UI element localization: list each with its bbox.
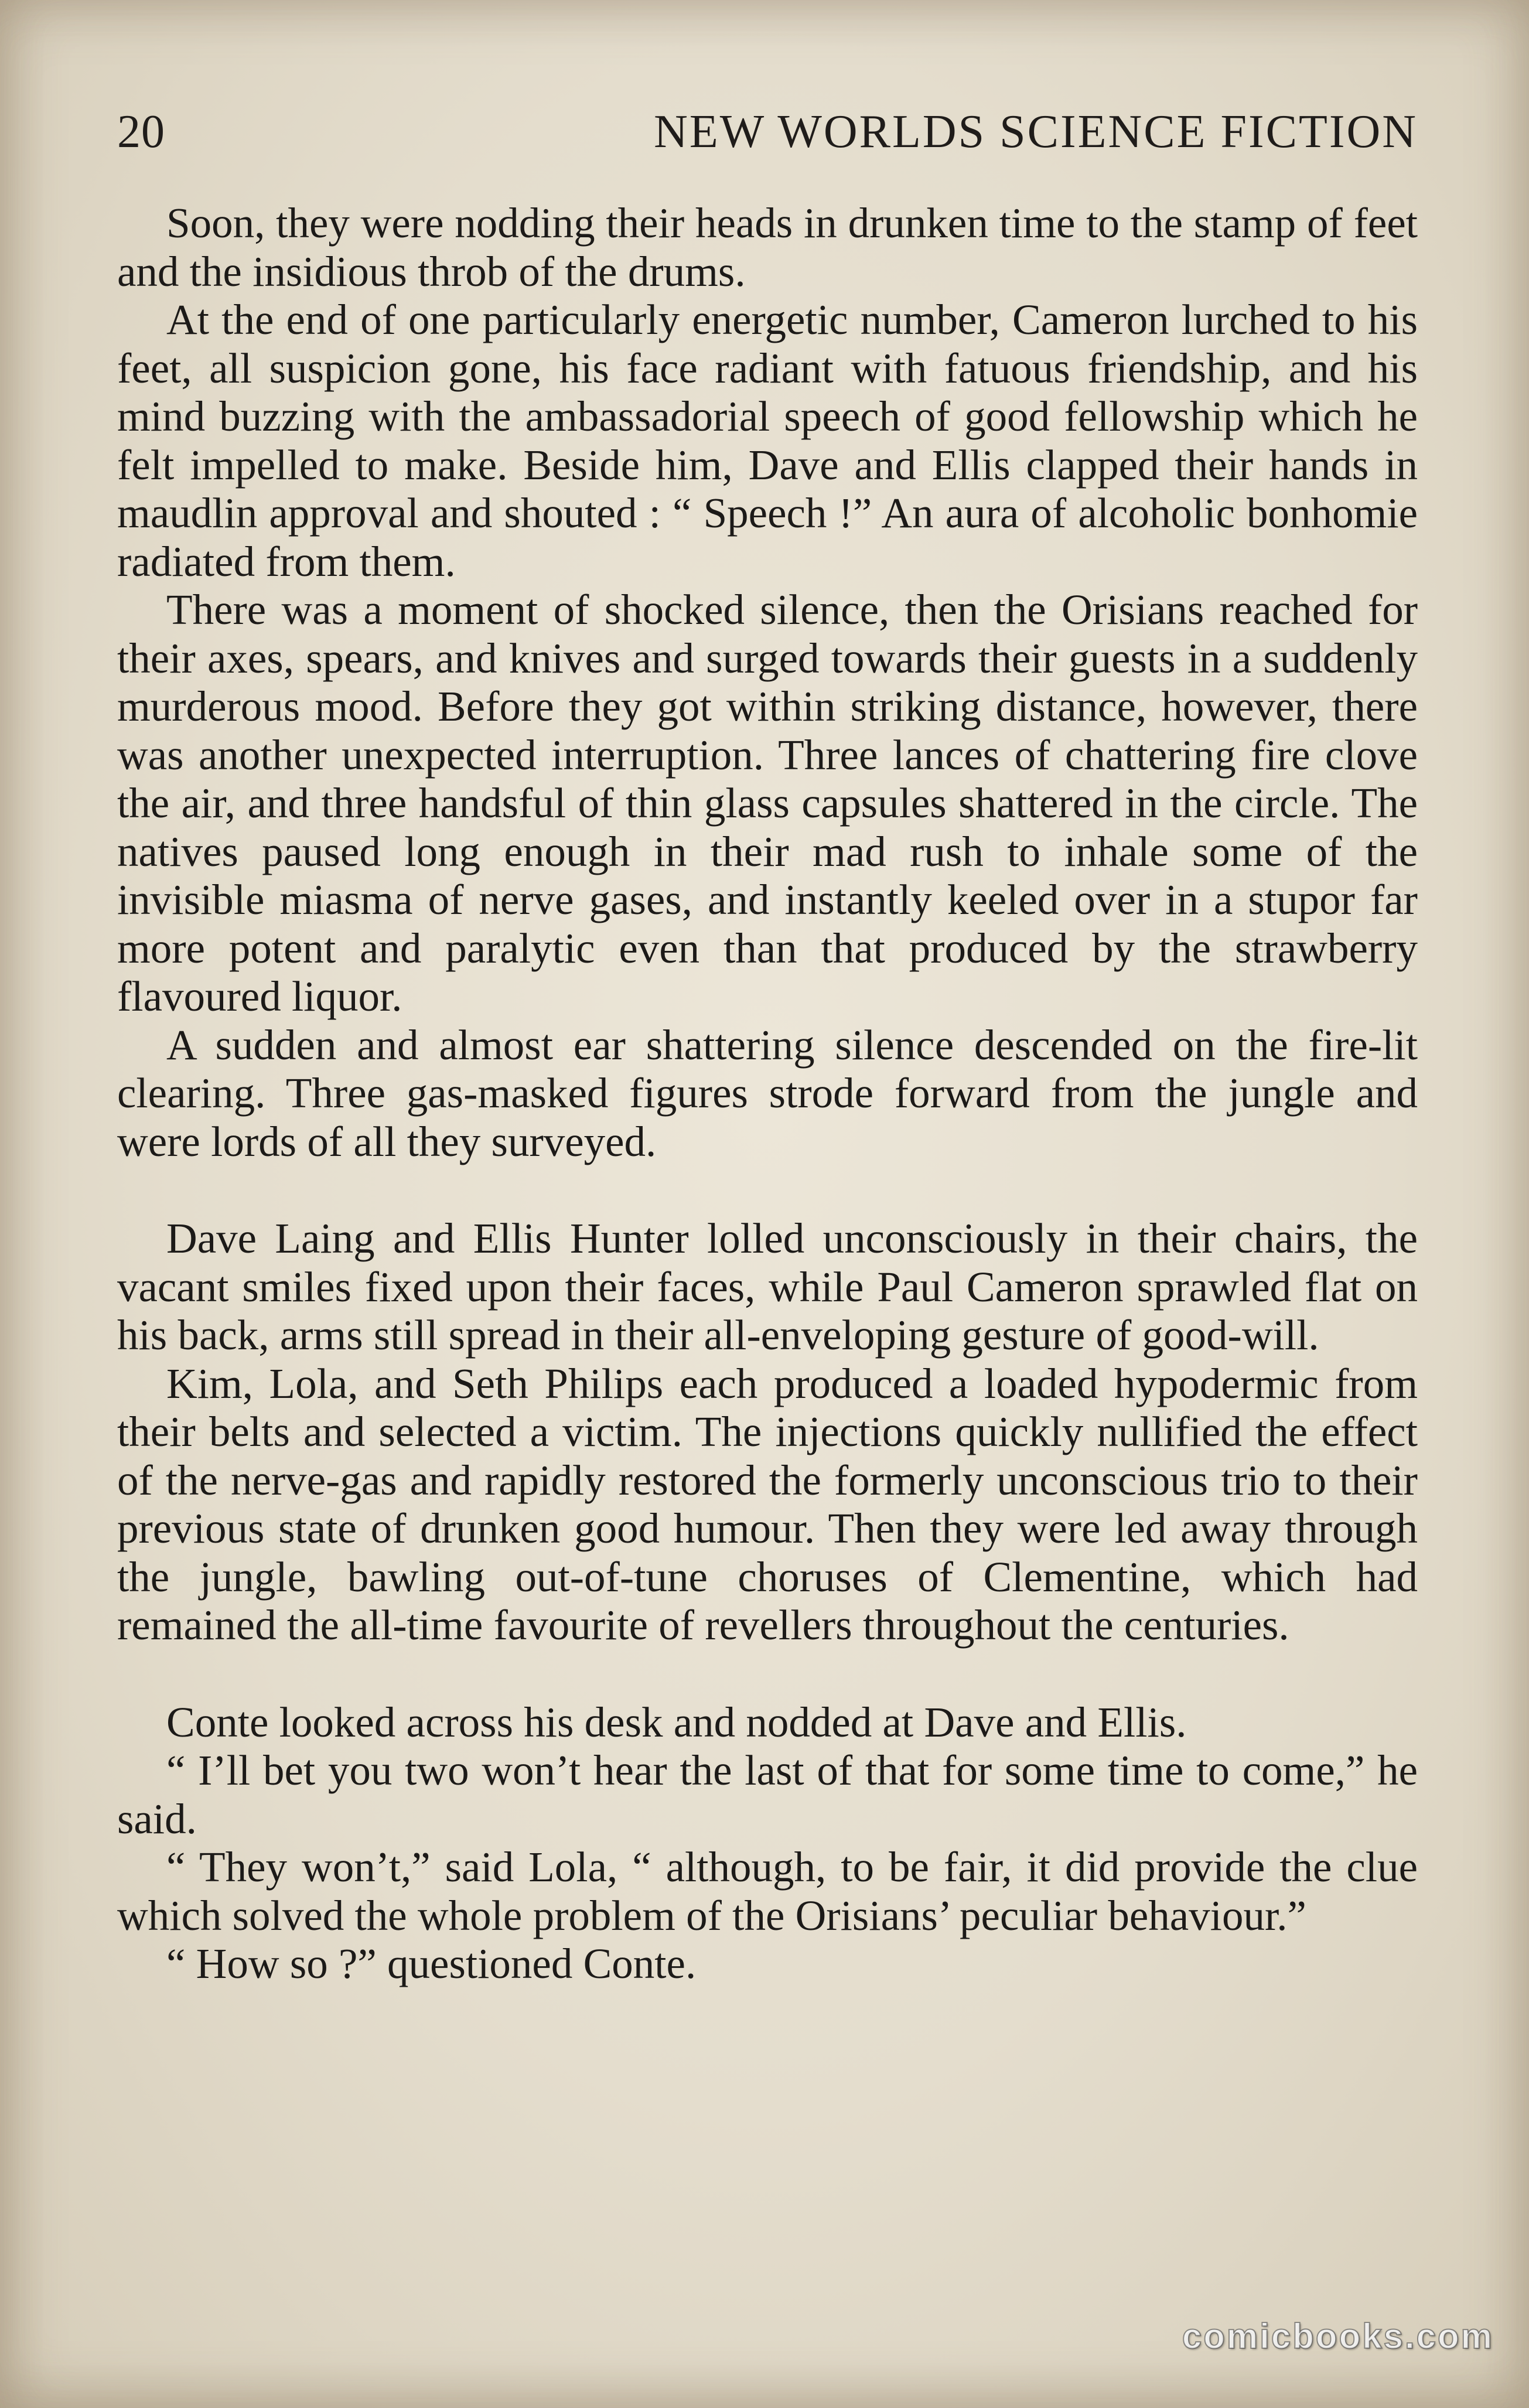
paragraph: Soon, they were nodding their heads in drunken time to the stamp of feet and the insidious throb of the drums. <box>117 199 1418 295</box>
paragraph: “ How so ?” questioned Conte. <box>166 1940 697 1987</box>
section-break <box>117 1166 1418 1215</box>
section-break <box>117 1650 1418 1698</box>
paragraph: Conte looked across his desk and nodded at Dave and Ellis. <box>166 1698 1187 1746</box>
paragraph: Kim, Lola, and Seth Philips each produced a loaded hypodermic from their belts and selected a victim. The injections quickly nullified the effect of the nerve-gas and rapidly restored the formerly unconscious trio to their previous state of drunken good humour. Then they were led away through the jungle, bawling out-of-tune choruses of Clementine, which had remained the all-time favourite of revellers throughout the centuries. <box>117 1359 1418 1649</box>
watermark-logo: comicbooks.com <box>1182 2317 1494 2356</box>
paragraph: “ They won’t,” said Lola, “ although, to be fair, it did provide the clue which solved the whole problem of the Orisians’ peculiar behaviour.” <box>117 1843 1418 1939</box>
running-head: NEW WORLDS SCIENCE FICTION <box>654 106 1418 158</box>
page-number: 20 <box>117 106 165 158</box>
paragraph: “ I’ll bet you two won’t hear the last of that for some time to come,” he said. <box>117 1747 1418 1843</box>
paragraph: At the end of one particularly energetic number, Cameron lurched to his feet, all suspicion gone, his face radiant with fatuous friendship, and his mind buzzing with the ambassadorial speech of good fellowship which he felt impelled to make. Beside him, Dave and Ellis clapped their hands in maudlin approval and shouted : “ Speech !” An aura of alcoholic bonhomie radiated from them. <box>117 296 1418 585</box>
paragraph: A sudden and almost ear shattering silence descended on the fire-lit clearing. Three gas-masked figures strode forward from the jungle and were lords of all they surveyed. <box>117 1021 1418 1165</box>
paragraph: Dave Laing and Ellis Hunter lolled unconsciously in their chairs, the vacant smiles fixed upon their faces, while Paul Cameron sprawled flat on his back, arms still spread in their all-enveloping gesture of good-will. <box>117 1215 1418 1359</box>
paragraph: There was a moment of shocked silence, then the Orisians reached for their axes, spears, and knives and surged towards their guests in a suddenly murderous mood. Before they got within striking distance, however, there was another unexpected interruption. Three lances of chattering fire clove the air, and three handsful of thin glass capsules shattered in the circle. The natives paused long enough in their mad rush to inhale some of the invisible miasma of nerve gases, and instantly keeled over in a stupor far more potent and paralytic even than that produced by the strawberry flavoured liquor. <box>117 586 1418 1020</box>
body-text <box>117 199 1418 1989</box>
page-header <box>117 100 1418 164</box>
